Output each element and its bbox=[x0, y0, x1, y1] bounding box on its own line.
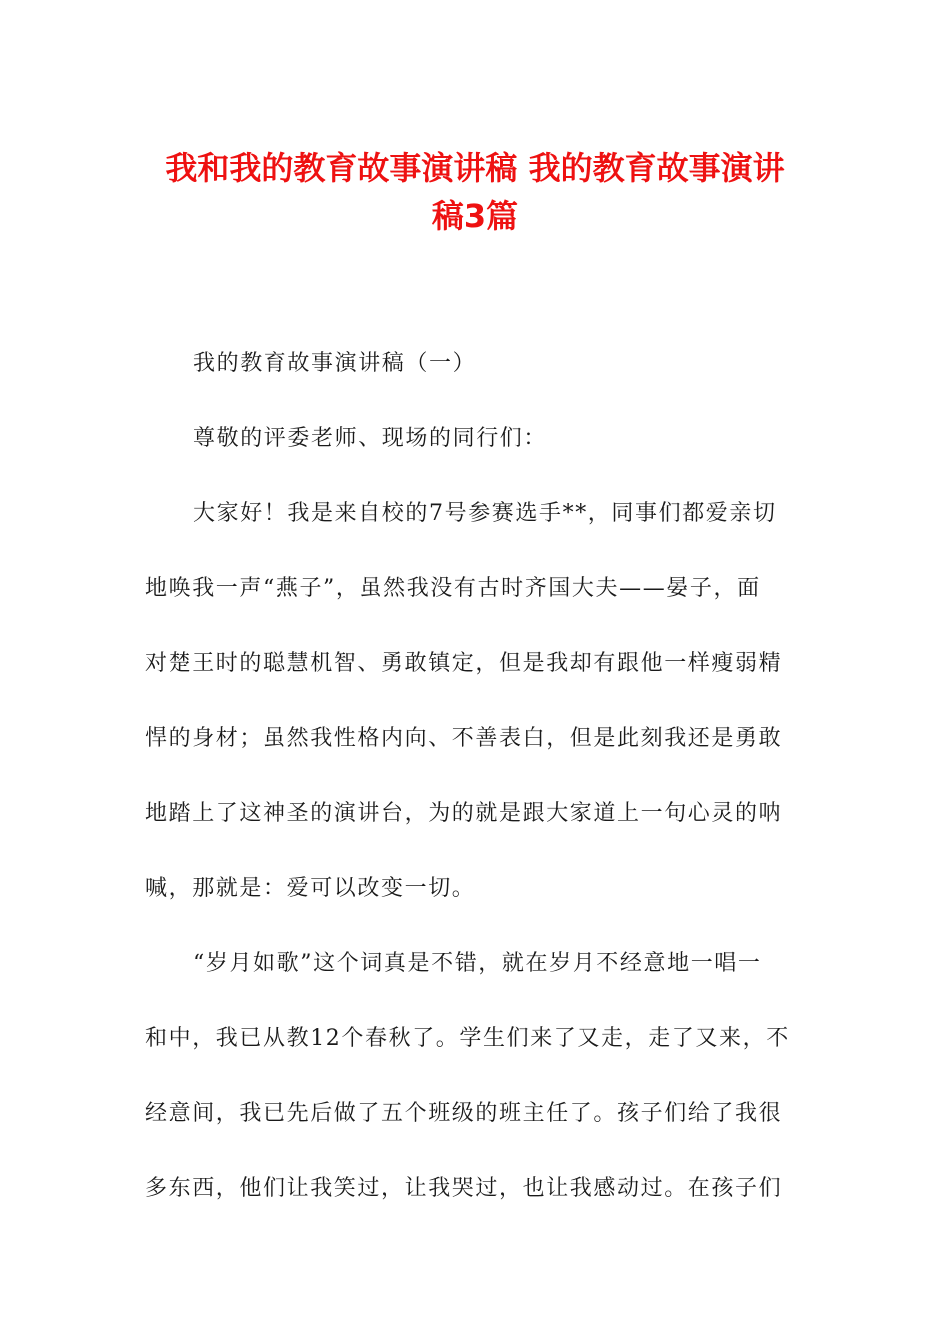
document-title bbox=[100, 144, 850, 240]
paragraph-line: 大家好！我是来自校的7号参赛选手**，同事们都爱亲切 bbox=[193, 501, 777, 526]
paragraph-line: 喊，那就是：爱可以改变一切。 bbox=[145, 876, 476, 901]
paragraph-line: 对楚王时的聪慧机智、勇敢镇定，但是我却有跟他一样瘦弱精 bbox=[145, 651, 783, 676]
paragraph-line: 悍的身材；虽然我性格内向、不善表白，但是此刻我还是勇敢 bbox=[145, 726, 783, 751]
salutation: 尊敬的评委老师、现场的同行们： bbox=[193, 426, 548, 451]
paragraph-line: 多东西，他们让我笑过，让我哭过，也让我感动过。在孩子们 bbox=[145, 1176, 783, 1201]
title-line-1: 我和我的教育故事演讲稿 我的教育故事演讲 bbox=[165, 149, 785, 187]
paragraph-line: 地唤我一声“燕子”，虽然我没有古时齐国大夫——晏子，面 bbox=[145, 576, 761, 601]
paragraph-line: 和中，我已从教12个春秋了。学生们来了又走，走了又来，不 bbox=[145, 1026, 790, 1051]
document-body bbox=[145, 326, 805, 1226]
title-line-2: 稿3篇 bbox=[431, 197, 519, 235]
paragraph-line: 地踏上了这神圣的演讲台，为的就是跟大家道上一句心灵的呐 bbox=[145, 801, 783, 826]
section-heading: 我的教育故事演讲稿（一） bbox=[193, 351, 477, 376]
paragraph-line: 经意间，我已先后做了五个班级的班主任了。孩子们给了我很 bbox=[145, 1101, 783, 1126]
paragraph-line: “岁月如歌”这个词真是不错，就在岁月不经意地一唱一 bbox=[193, 951, 762, 976]
